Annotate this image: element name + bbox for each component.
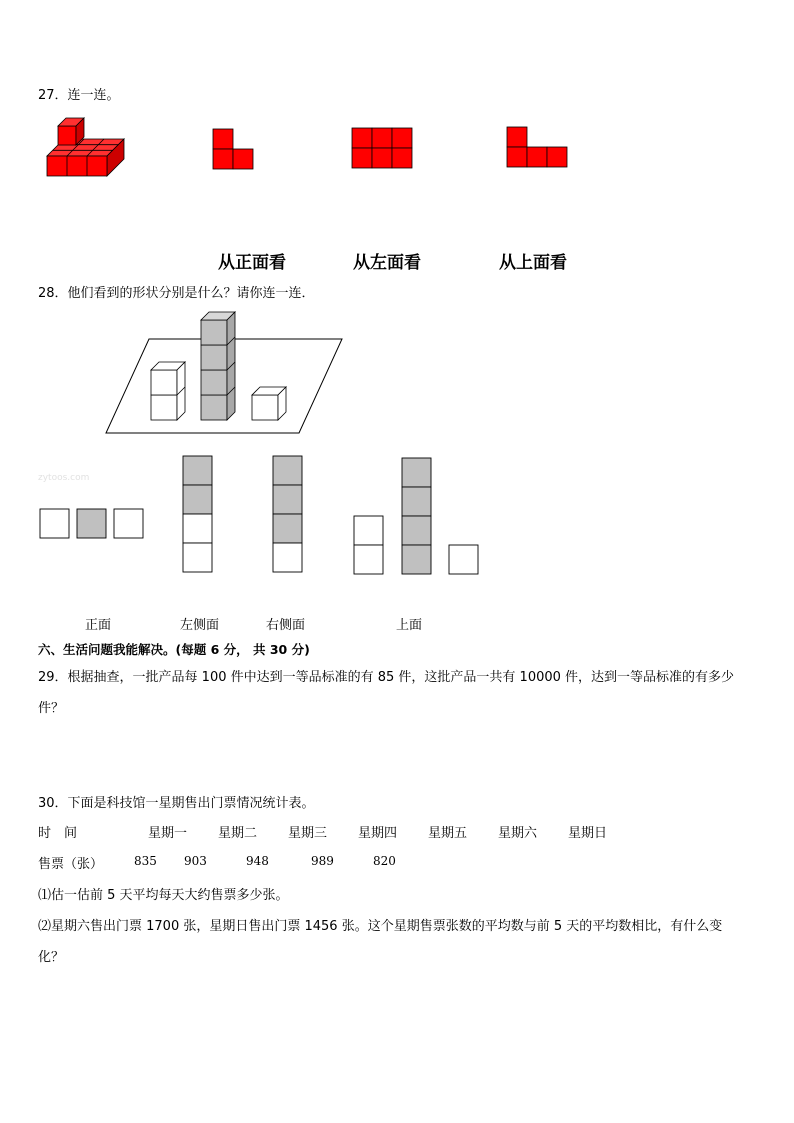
q28-prompt: 28．他们看到的形状分别是什么？请你连一连． bbox=[38, 286, 315, 301]
view-option-a bbox=[39, 508, 145, 540]
q30-prompt: 30．下面是科技馆一星期售出门票情况统计表。 bbox=[38, 796, 315, 811]
label-right-side: 右侧面 bbox=[266, 618, 306, 633]
table-header-label: 时 间 bbox=[38, 826, 78, 841]
label-top-view: 从上面看 bbox=[499, 253, 567, 273]
table-row-label: 售票（张） bbox=[38, 857, 104, 872]
label-front-view: 从正面看 bbox=[218, 253, 286, 273]
view-option-c bbox=[272, 455, 304, 574]
view-option-b bbox=[182, 455, 214, 574]
day-thu: 星期四 bbox=[358, 826, 398, 841]
value-thu: 989 bbox=[311, 854, 334, 868]
label-left-side: 左侧面 bbox=[180, 618, 220, 633]
day-sun: 星期日 bbox=[568, 826, 608, 841]
red-cube-solid-figure bbox=[44, 116, 128, 178]
q27-prompt: 27．连一连。 bbox=[38, 88, 120, 103]
q29-line1: 29．根据抽查，一批产品每 100 件中达到一等品标准的有 85 件，这批产品一共有 10000 件，达到一等品标准的有多少 bbox=[38, 670, 735, 685]
label-left-view: 从左面看 bbox=[353, 253, 421, 273]
value-tue: 903 bbox=[184, 854, 207, 868]
day-wed: 星期三 bbox=[288, 826, 328, 841]
value-mon: 835 bbox=[134, 854, 157, 868]
value-wed: 948 bbox=[246, 854, 269, 868]
view-option-d bbox=[353, 456, 481, 577]
q30-sub2-line2: 化？ bbox=[38, 950, 65, 965]
q30-sub2-line1: ⑵星期六售出门票 1700 张，星期日售出门票 1456 张。这个星期售票张数的平均数与前 5 天的平均数相比，有什么变 bbox=[38, 919, 723, 934]
watermark: zytoos.com bbox=[38, 473, 90, 483]
q30-sub1: ⑴估一估前 5 天平均每天大约售票多少张。 bbox=[38, 888, 289, 903]
value-fri: 820 bbox=[373, 854, 396, 868]
q29-line2: 件？ bbox=[38, 701, 65, 716]
label-top: 上面 bbox=[396, 618, 423, 633]
red-view-shape-a bbox=[212, 128, 254, 170]
red-view-shape-c bbox=[506, 126, 568, 168]
label-front: 正面 bbox=[85, 618, 112, 633]
day-fri: 星期五 bbox=[428, 826, 468, 841]
section-heading: 六、生活问题我能解决。(每题 6 分， 共 30 分) bbox=[38, 642, 310, 657]
red-view-shape-b bbox=[351, 127, 413, 169]
cube-stacks-scene bbox=[104, 310, 346, 436]
day-sat: 星期六 bbox=[498, 826, 538, 841]
day-tue: 星期二 bbox=[218, 826, 258, 841]
day-mon: 星期一 bbox=[148, 826, 188, 841]
